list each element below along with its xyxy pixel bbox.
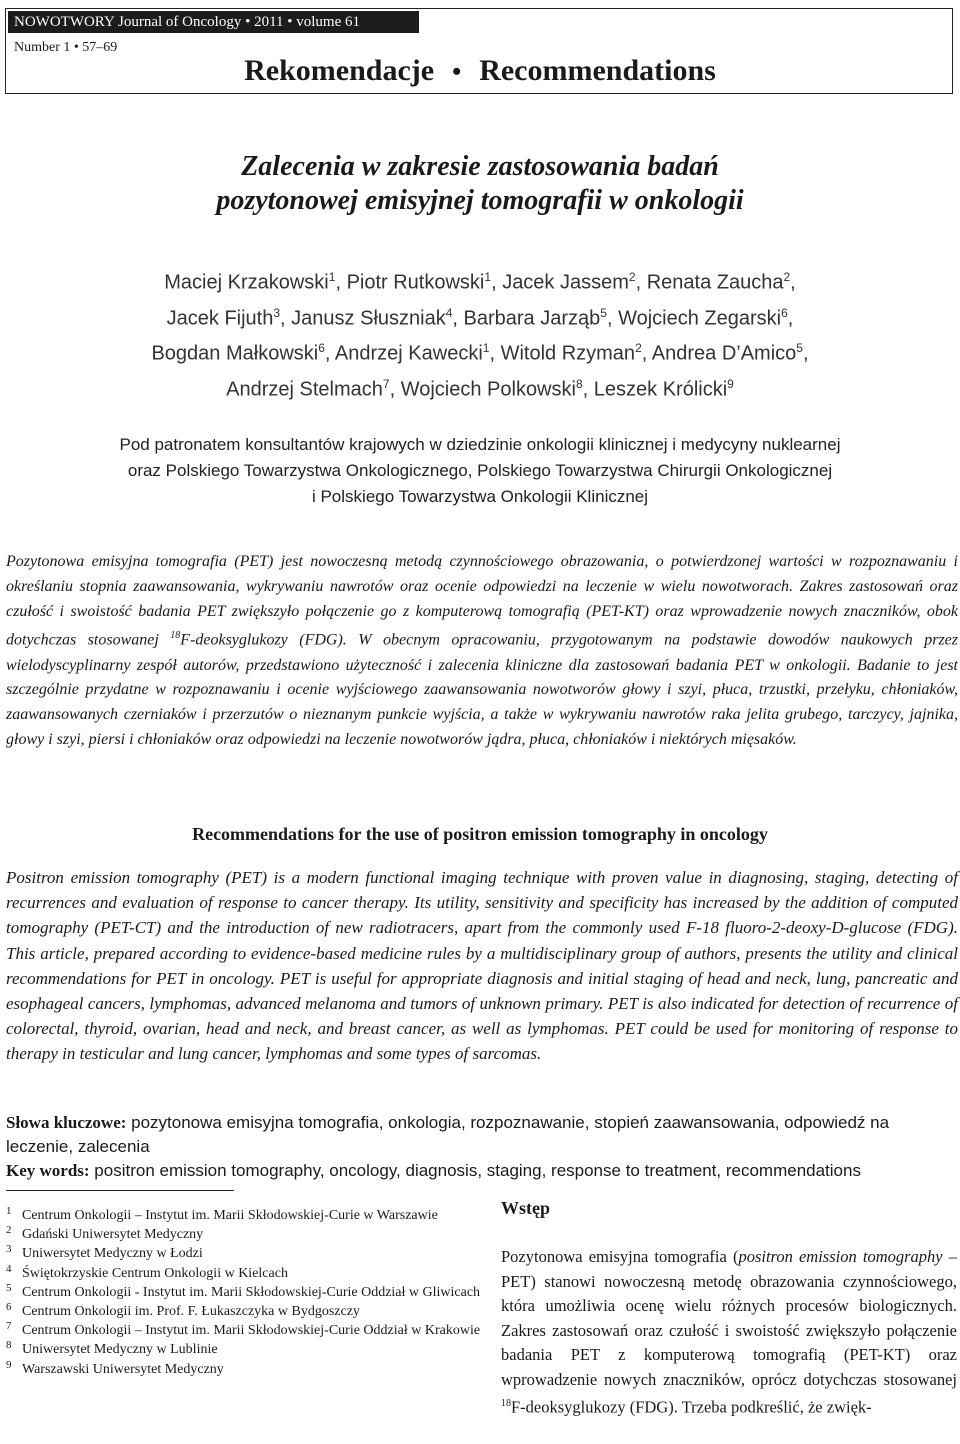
article-title [0, 150, 960, 218]
affiliation-number: 5 [6, 1281, 12, 1294]
intro-text: F-deoksyglukozy (FDG). Trzeba podkreślić, że zwięk- [511, 1397, 872, 1417]
author-name: Renata Zaucha [646, 271, 784, 294]
journal-banner: NOWOTWORY Journal of Oncology • 2011 • volume 61 [8, 11, 419, 33]
issue-number: Number 1 • 57–69 [14, 40, 118, 55]
footnote-divider [6, 1190, 234, 1191]
intro-text-italic: positron emission tomography [738, 1247, 943, 1266]
affiliation-item [6, 1283, 486, 1302]
author-affiliation: 5 [600, 305, 607, 320]
keywords-pl [6, 1111, 958, 1159]
author-affiliation: 5 [796, 341, 803, 356]
patronage-statement [0, 432, 960, 510]
author-affiliation: 6 [318, 341, 325, 356]
author-name: Andrzej Stelmach [226, 378, 383, 401]
author-affiliation: 6 [781, 305, 788, 320]
abstract-pl-text: Pozytonowa emisyjna tomografia (PET) jest nowoczesną metodą czynnościowego obrazowania, o potwierdzonej wartości w rozpoznawaniu i określaniu stopnia zaawansowania, wykrywaniu nawrotów oraz ocenie odpowiedzi na leczenie w wielu nowotworach. Zakres zastosowań oraz czułość i swoistość badania PET zwiększyło połączenie go z komputerową tomografią (PET-KT) oraz wprowadzenie nowych znaczników, obok dotychczas stosowanej [6, 553, 958, 649]
author-affiliation: 8 [575, 376, 583, 391]
article-title-line: Zalecenia w zakresie zastosowania badań [241, 151, 719, 182]
author-line: Maciej Krzakowski$^1$, Piotr Rutkowski$^1$, Jacek Jassem$^2$, Renata Zaucha$^2$, [164, 270, 796, 294]
keywords-pl-text: pozytonowa emisyjna tomografia, onkologia, rozpoznawanie, stopień zaawansowania, odpowiedź na leczenie, zalecenia [6, 1113, 890, 1156]
affiliation-item [6, 1302, 486, 1321]
intro-text: Pozytonowa emisyjna tomografia ( [501, 1247, 739, 1266]
author-affiliation: 1 [328, 270, 336, 284]
affiliation-number: 4 [6, 1262, 12, 1275]
author-name: Wojciech Zegarski [618, 307, 782, 330]
affiliation-item [6, 1264, 486, 1283]
affiliation-text: Uniwersytet Medyczny w Łodzi [22, 1246, 203, 1262]
affiliation-number: 3 [6, 1243, 12, 1256]
author-name: Andrzej Kawecki [334, 342, 483, 365]
author-line: Bogdan Małkowski$^6$, Andrzej Kawecki$^1$, Witold Rzyman$^2$, Andrea D’Amico$^5$, [151, 341, 809, 365]
author-name: Witold Rzyman [500, 342, 636, 365]
author-name: Wojciech Polkowski [400, 378, 576, 401]
author-list [0, 262, 960, 405]
affiliation-text: Warszawski Uniwersytet Medyczny [22, 1361, 224, 1377]
affiliation-text: Centrum Onkologii – Instytut im. Marii Skłodowskiej-Curie Oddział w Krakowie [22, 1323, 481, 1339]
affiliation-number: 9 [6, 1358, 12, 1371]
section-label [0, 54, 960, 88]
section-label-en: Recommendations [479, 54, 716, 87]
affiliation-text: Centrum Onkologii – Instytut im. Marii Skłodowskiej-Curie w Warszawie [22, 1208, 438, 1223]
patronage-line: Pod patronatem konsultantów krajowych w dziedzinie onkologii klinicznej i medycyny nuklearnej [119, 435, 841, 454]
author-affiliation: 3 [273, 305, 281, 320]
section-separator: • [452, 57, 462, 86]
author-affiliation: 1 [484, 270, 492, 284]
patronage-line: oraz Polskiego Towarzystwa Onkologicznego, Polskiego Towarzystwa Chirurgii Onkologicznej [127, 461, 833, 480]
author-affiliation: 2 [783, 270, 791, 284]
keywords-en-text: positron emission tomography, oncology, diagnosis, staging, response to treatment, recommendations [89, 1161, 861, 1180]
author-affiliation: 1 [482, 341, 490, 356]
author-line: Andrzej Stelmach$^7$, Wojciech Polkowski$^8$, Leszek Królicki$^9$ [226, 376, 734, 401]
author-affiliation: 2 [628, 270, 636, 284]
abstract-pl [6, 550, 958, 753]
author-affiliation: 4 [445, 305, 453, 320]
affiliation-item [6, 1321, 486, 1340]
affiliation-text: Świętokrzyskie Centrum Onkologii w Kielcach [22, 1265, 288, 1281]
affiliation-text: Centrum Onkologii - Instytut im. Marii Skłodowskiej-Curie Oddział w Gliwicach [22, 1284, 481, 1300]
affiliation-item [6, 1244, 486, 1263]
author-name: Barbara Jarząb [463, 307, 601, 330]
affiliation-number: 6 [6, 1301, 12, 1314]
abstract-en: Positron emission tomography (PET) is a modern functional imaging technique with proven value in diagnosing, staging, detecting of recurrences and evaluation of response to cancer therapy. Its utility, sensitivity and specificity has increased by the addition of computed tomography (PET-CT) and the introduction of new radiotracers, apart from the commonly used F-18 fluoro-2-deoxy-D-glucose (FDG). This article, prepared according to evidence-based medicine rules by a multidisciplinary group of authors, presents the utility and clinical recommendations for PET in oncology. PET is useful for appropriate diagnosis and initial staging of head and neck, lung, pancreatic and esophageal cancers, lymphomas, advanced melanoma and tumors of unknown primary. PET is also indicated for detection of recurrence of colorectal, thyroid, ovarian, head and neck, and breast cancer, as well as lymphomas. PET could be used for monitoring of response to therapy in testicular and lung cancer, lymphomas and some types of sarcomas. [6, 868, 958, 1064]
article-title-line: pozytonowej emisyjnej tomografii w onkologii [216, 185, 744, 216]
affiliation-item [6, 1206, 486, 1225]
author-name: Piotr Rutkowski [346, 271, 485, 294]
author-name: Jacek Jassem [502, 271, 629, 294]
affiliation-item [6, 1360, 486, 1379]
patronage-line: i Polskiego Towarzystwa Onkologii Klinicznej [311, 487, 649, 506]
author-name: Andrea D’Amico [651, 342, 797, 365]
abstract-en-title: Recommendations for the use of positron emission tomography in oncology [192, 824, 768, 844]
affiliation-number: 1 [6, 1205, 12, 1217]
author-affiliation: 2 [635, 341, 642, 356]
intro-paragraph [501, 1245, 957, 1420]
isotope-mark: 18 [501, 1398, 511, 1409]
affiliation-number: 7 [6, 1320, 12, 1333]
affiliation-item [6, 1225, 486, 1244]
affiliation-text: Centrum Onkologii im. Prof. F. Łukaszczyka w Bydgoszczy [22, 1304, 360, 1320]
isotope-mark: 18 [170, 630, 181, 642]
author-name: Jacek Fijuth [166, 307, 274, 330]
author-line: Jacek Fijuth$^3$, Janusz Słuszniak$^4$, Barbara Jarząb$^5$, Wojciech Zegarski$^6$, [166, 305, 794, 330]
affiliation-number: 8 [6, 1339, 12, 1352]
affiliation-item [6, 1340, 486, 1359]
keywords-en [6, 1159, 958, 1183]
section-label-pl: Rekomendacje [244, 54, 435, 87]
author-name: Bogdan Małkowski [151, 342, 319, 365]
intro-heading: Wstęp [501, 1198, 550, 1218]
affiliation-list [6, 1206, 486, 1379]
author-name: Leszek Królicki [593, 378, 728, 401]
author-affiliation: 7 [382, 376, 390, 391]
intro-text: – PET) stanowi nowoczesną metodę obrazowania czynnościowego, która umożliwia ocenę wielu różnych procesów biologicznych. Zakres zastosowań oraz czułość i swoistość zwiększyło połączenie badania PET z komputerową tomografią (PET-KT) oraz wprowadzenie nowych znaczników, oprócz dotychczas stosowanej [501, 1247, 957, 1389]
affiliation-number: 2 [6, 1224, 12, 1237]
keywords-pl-label: Słowa kluczowe: [6, 1113, 127, 1132]
affiliation-text: Gdański Uniwersytet Medyczny [22, 1227, 204, 1243]
keywords-en-label: Key words: [6, 1161, 90, 1180]
affiliation-text: Uniwersytet Medyczny w Lublinie [22, 1342, 218, 1358]
author-name: Maciej Krzakowski [164, 271, 329, 294]
author-name: Janusz Słuszniak [291, 307, 446, 330]
author-affiliation: 9 [727, 376, 734, 391]
abstract-pl-text: F-deoksyglukozy (FDG). W obecnym opracowaniu, przygotowanym na podstawie dowodów naukowych przez wielodyscyplinarny zespół autorów, przedstawiono użyteczność i zalecenia kliniczne dla zastosowań badania PET w onkologii. Badanie to jest szczególnie przydatne w rozpoznawaniu i ocenie wyjściowego zaawansowania nowotworów głowy i szyi, płuca, trzustki, przełyku, chłoniaków, zaawansowanych czerniaków i przerzutów o nieznanym punkcie wyjścia, a także w wykrywaniu nawrotów raka jelita grubego, tarczycy, jajnika, głowy i szyi, piersi i chłoniaków oraz odpowiedzi na leczenie nowotworów jądra, płuca, chłoniaków i niektórych mięsaków. [6, 631, 958, 748]
